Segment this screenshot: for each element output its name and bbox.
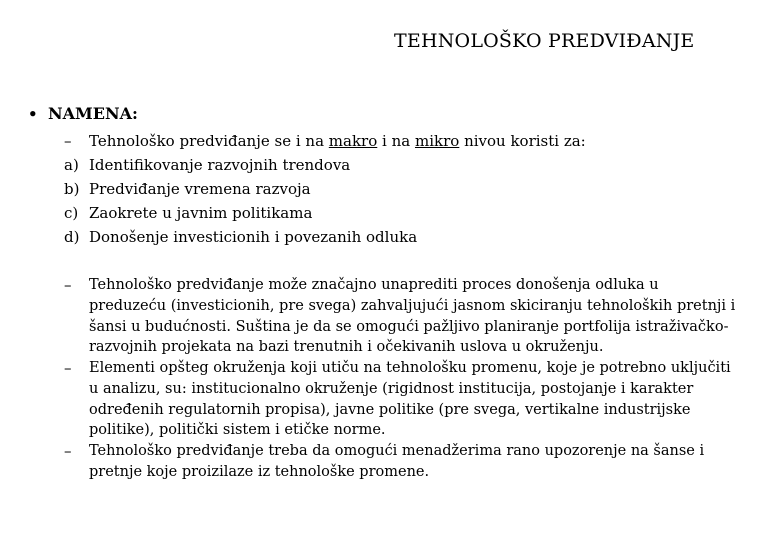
- dash-marker: –: [64, 442, 72, 460]
- dash-marker: –: [64, 359, 72, 377]
- intro-text-part: Tehnološko predviđanje se i na: [89, 132, 329, 150]
- list-marker: c): [64, 204, 79, 222]
- slide-title: TEHNOLOŠKO PREDVIĐANJE: [394, 30, 695, 52]
- intro-text-part: i na: [377, 132, 415, 150]
- bullet-icon: •: [28, 105, 38, 123]
- intro-text-part: nivou koristi za:: [459, 132, 586, 150]
- list-marker: d): [64, 228, 80, 246]
- section-heading: [28, 104, 138, 123]
- underlined-mikro: mikro: [414, 132, 460, 150]
- list-item: Identifikovanje razvojnih trendova: [89, 156, 351, 174]
- section-label: NAMENA:: [48, 104, 138, 123]
- list-marker: a): [64, 156, 79, 174]
- dash-marker: –: [64, 132, 72, 150]
- intro-text: [89, 131, 586, 152]
- list-item: Zaokrete u javnim politikama: [89, 204, 313, 222]
- list-item: Predviđanje vremena razvoja: [89, 180, 311, 198]
- list-item: Donošenje investicionih i povezanih odluka: [89, 228, 418, 246]
- list-marker: b): [64, 180, 80, 198]
- underlined-makro: makro: [328, 132, 378, 150]
- paragraph: Elementi opšteg okruženja koji utiču na tehnološku promenu, koje je potrebno uključiti u analizu, su: institucionalno okruženje (rigidnost institucija, postojanje i karakter određenih regulatornih propisa), javne politike (pre svega, vertikalne industrijske politike), politički sistem i etičke norme.: [89, 360, 731, 439]
- paragraph: Tehnološko predviđanje može značajno unaprediti proces donošenja odluka u preduzeću (investicionih, pre svega) zahvaljujući jasnom skiciranju tehnoloških pretnji i šansi u budućnosti. Suština je da se omogući pažljivo planiranje portfolija istraživačko-razvojnih projekata na bazi trenutnih i očekivanih uslova u okruženju.: [89, 277, 736, 356]
- dash-marker: –: [64, 276, 72, 294]
- paragraph: Tehnološko predviđanje treba da omogući menadžerima rano upozorenje na šanse i pretnje koje proizilaze iz tehnološke promene.: [89, 443, 705, 480]
